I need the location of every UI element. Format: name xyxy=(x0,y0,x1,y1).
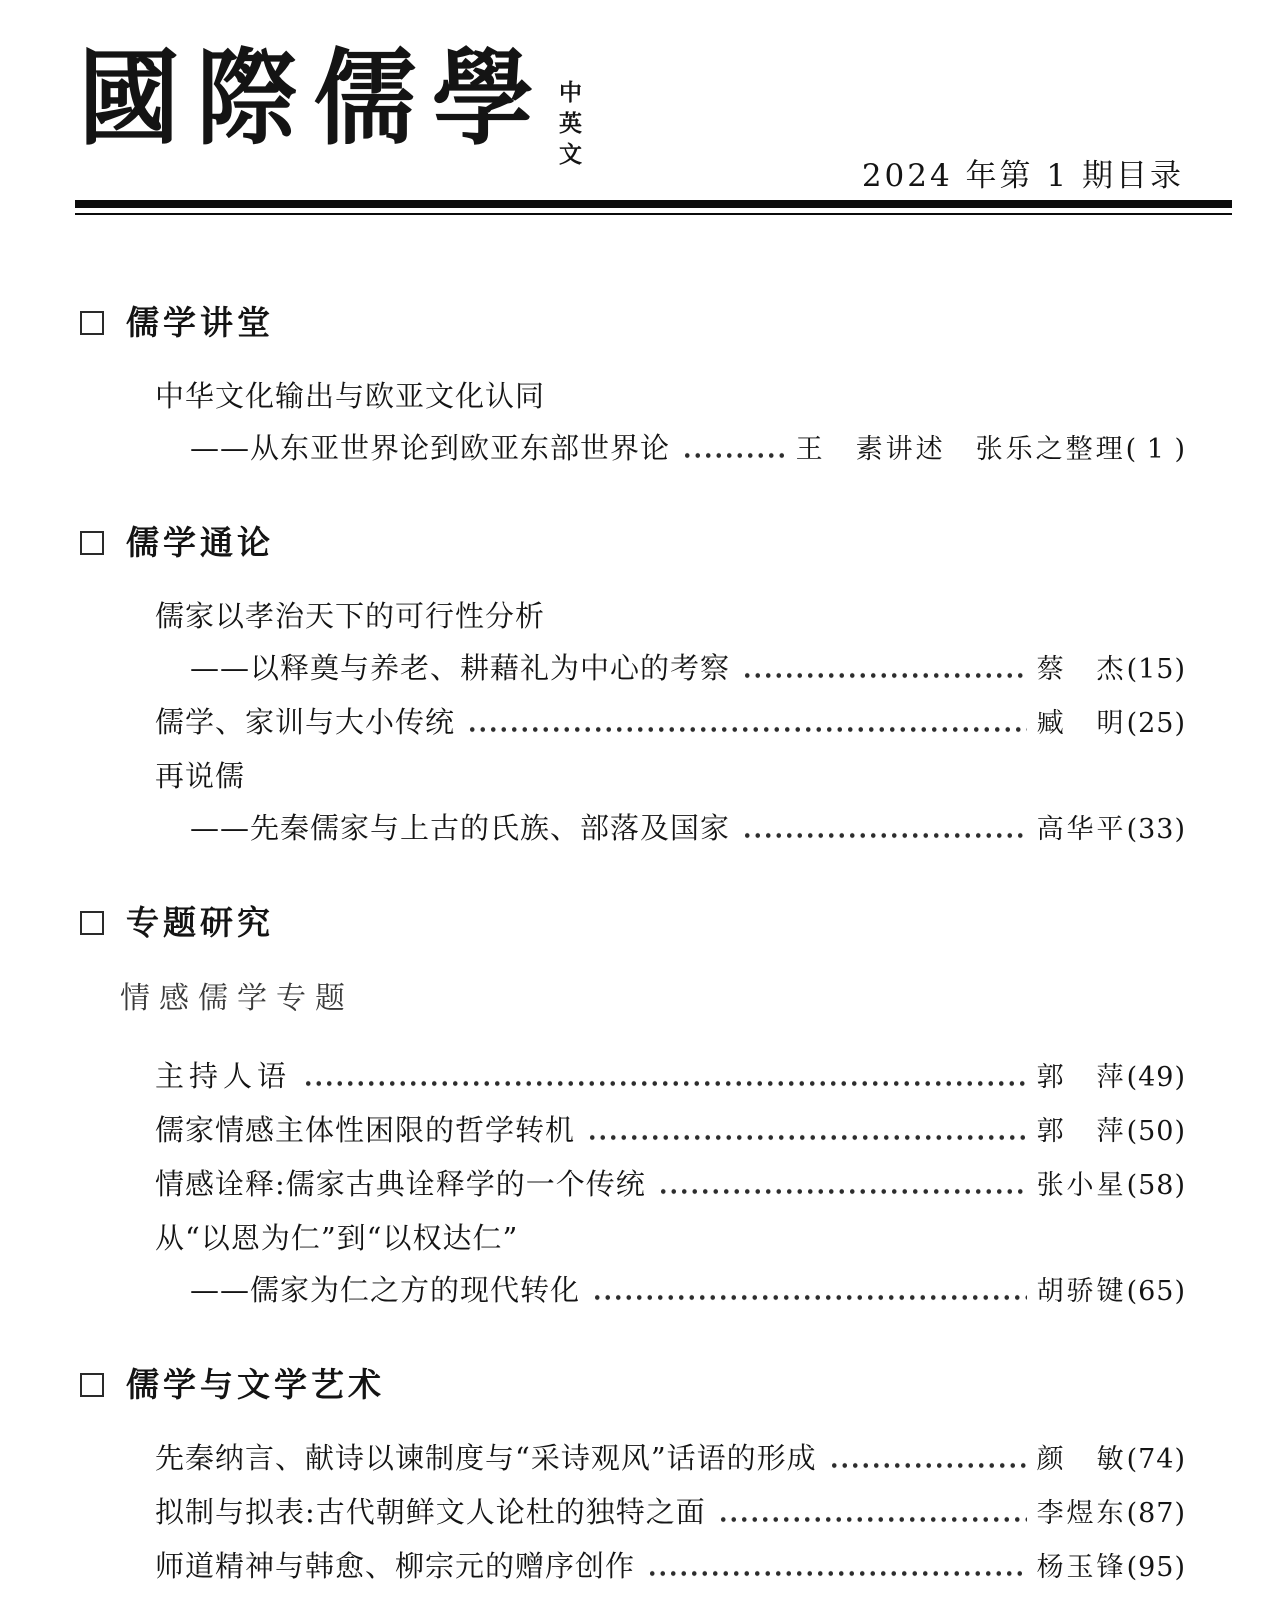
entry-subtitle-text: ——以释奠与养老、耕藉礼为中心的考察 xyxy=(190,651,731,685)
toc-entry-line xyxy=(75,1495,1186,1531)
toc-entry-title xyxy=(75,759,1186,793)
issue-label: 2024 年第 1 期目录 xyxy=(861,158,1184,194)
entry-title-text: 中华文化输出与欧亚文化认同 xyxy=(155,379,546,413)
subsection-title: 情感儒学专题 xyxy=(120,981,354,1016)
section-square-icon xyxy=(80,311,104,335)
toc-entry-line xyxy=(75,431,1186,467)
dot-leader xyxy=(467,705,1027,741)
entry-author: 颜 敏 xyxy=(1036,1444,1127,1475)
dot-leader xyxy=(587,1113,1027,1149)
entry-page: (25) xyxy=(1126,708,1186,739)
entry-subtitle-text: ——从东亚世界论到欧亚东部世界论 xyxy=(190,431,671,465)
toc-entry-title xyxy=(75,599,1186,633)
entry-title-text: 再说儒 xyxy=(155,759,246,793)
entry-title-text: 儒家以孝治天下的可行性分析 xyxy=(155,599,546,633)
toc-entry-line xyxy=(75,1059,1186,1095)
entry-title-text: 从“以恩为仁”到“以权达仁” xyxy=(155,1221,519,1255)
section-header-special-topics xyxy=(75,903,1186,943)
dot-leader xyxy=(682,431,786,467)
toc-entry-title xyxy=(75,379,1186,413)
entry-author: 杨玉锋 xyxy=(1036,1552,1127,1583)
section-square-icon xyxy=(80,531,104,555)
entry-page: (65) xyxy=(1126,1276,1186,1307)
section-title: 儒学与文学艺术 xyxy=(126,1365,385,1404)
entry-title-text: 拟制与拟表:古代朝鲜文人论杜的独特之面 xyxy=(155,1495,706,1529)
entry-page: (95) xyxy=(1126,1552,1186,1583)
table-of-contents xyxy=(75,303,1186,1585)
dot-leader xyxy=(592,1273,1027,1309)
entry-page: (58) xyxy=(1126,1170,1186,1201)
entry-author: 李煜东 xyxy=(1036,1498,1127,1529)
entry-author: 王 素讲述 张乐之整理 xyxy=(795,434,1126,465)
toc-entry-line xyxy=(75,811,1186,847)
toc-entry-title xyxy=(75,1221,1186,1255)
entry-title-text: 情感诠释:儒家古典诠释学的一个传统 xyxy=(155,1167,646,1201)
entry-page: (33) xyxy=(1126,814,1186,845)
entry-title-text: 师道精神与韩愈、柳宗元的赠序创作 xyxy=(155,1549,636,1583)
entry-author: 高华平 xyxy=(1036,814,1127,845)
journal-logo-title: 國際儒學 xyxy=(78,37,550,161)
masthead xyxy=(78,37,1230,194)
dot-leader xyxy=(742,811,1027,847)
entry-author: 胡骄键 xyxy=(1036,1276,1127,1307)
entry-title-text: 主持人语 xyxy=(155,1059,292,1093)
section-header-lecture-hall xyxy=(75,303,1186,343)
header-divider-thin xyxy=(75,213,1232,215)
dot-leader xyxy=(742,651,1027,687)
entry-author: 张小星 xyxy=(1036,1170,1127,1201)
dot-leader xyxy=(718,1495,1027,1531)
section-title: 儒学讲堂 xyxy=(126,303,274,342)
dot-leader xyxy=(829,1441,1027,1477)
toc-entry-line xyxy=(75,1549,1186,1585)
dot-leader xyxy=(303,1059,1027,1095)
entry-page: (15) xyxy=(1126,654,1186,685)
entry-subtitle-text: ——先秦儒家与上古的氏族、部落及国家 xyxy=(190,811,731,845)
section-square-icon xyxy=(80,1373,104,1397)
section-title: 儒学通论 xyxy=(126,523,274,562)
entry-title-text: 先秦纳言、献诗以谏制度与“采诗观风”话语的形成 xyxy=(155,1441,817,1475)
toc-entry-line xyxy=(75,705,1186,741)
dot-leader xyxy=(658,1167,1027,1203)
section-header-literature-art xyxy=(75,1365,1186,1405)
toc-entry-line xyxy=(75,651,1186,687)
dot-leader xyxy=(647,1549,1027,1585)
entry-title-text: 儒家情感主体性困限的哲学转机 xyxy=(155,1113,576,1147)
section-header-general-theory xyxy=(75,523,1186,563)
entry-author: 郭 萍 xyxy=(1036,1062,1127,1093)
toc-entry-line xyxy=(75,1441,1186,1477)
section-square-icon xyxy=(80,911,104,935)
toc-entry-line xyxy=(75,1113,1186,1149)
journal-logo-subtitle: 中英文 xyxy=(555,80,582,173)
entry-page: (74) xyxy=(1126,1444,1186,1475)
entry-title-text: 儒学、家训与大小传统 xyxy=(155,705,456,739)
entry-page: (87) xyxy=(1126,1498,1186,1529)
entry-page: (49) xyxy=(1126,1062,1186,1093)
header-divider-thick xyxy=(75,200,1232,208)
toc-entry-line xyxy=(75,1273,1186,1309)
entry-page: ( 1 ) xyxy=(1125,434,1186,465)
entry-author: 蔡 杰 xyxy=(1036,654,1127,685)
header-divider xyxy=(75,200,1232,215)
entry-subtitle-text: ——儒家为仁之方的现代转化 xyxy=(190,1273,581,1307)
section-title: 专题研究 xyxy=(126,903,274,942)
entry-author: 郭 萍 xyxy=(1036,1116,1127,1147)
entry-author: 臧 明 xyxy=(1036,708,1127,739)
toc-entry-line xyxy=(75,1167,1186,1203)
entry-page: (50) xyxy=(1126,1116,1186,1147)
